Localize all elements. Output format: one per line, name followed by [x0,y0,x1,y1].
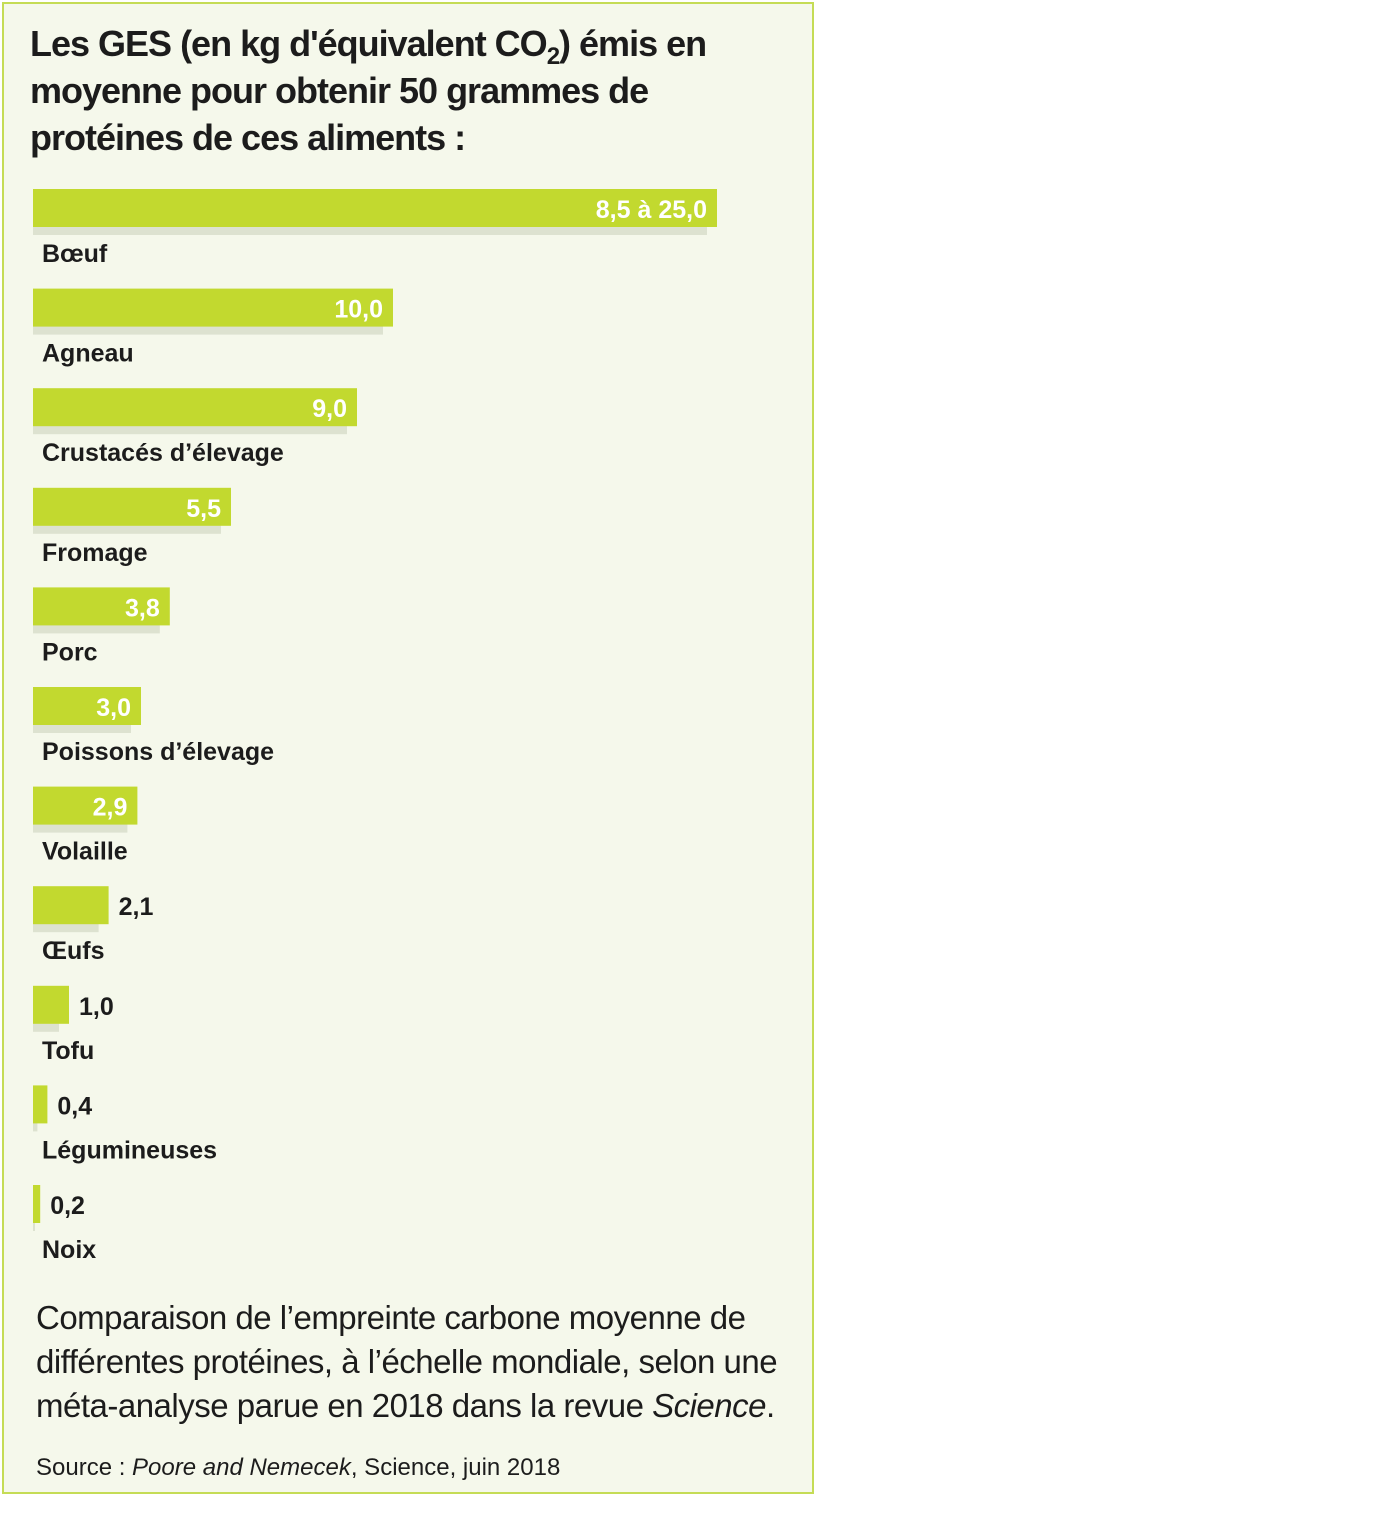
value-label: 0,2 [50,1192,85,1220]
value-label: 10,0 [334,295,383,324]
value-label: 3,0 [96,694,131,722]
caption-text: Comparaison de l’empreinte carbone moyenne de différentes protéines, à l’échelle mondiale, selon une méta-analyse parue en 2018 dans la revue [36,1299,778,1424]
infographic-panel [2,2,814,1494]
title-subscript: 2 [546,43,560,71]
value-label: 2,1 [118,893,154,922]
caption-journal: Science [652,1387,766,1424]
category-label: Œufs [42,937,105,966]
chart-caption [36,1296,806,1428]
title-text: Les GES (en kg d'équivalent CO [30,23,547,64]
source-prefix: Source : [36,1454,133,1481]
chart-source [36,1454,806,1482]
value-label: 2,9 [92,793,128,822]
category-label: Volaille [42,837,128,866]
bar [33,986,69,1024]
category-label: Poissons d’élevage [42,738,275,766]
category-label: Légumineuses [42,1136,218,1165]
category-label: Fromage [42,538,148,567]
title-text-end: ) émis en moyenne pour obtenir 50 grammes de protéines de ces aliments : [30,23,707,158]
bar [33,886,109,924]
value-label: 8,5 à 25,0 [595,196,707,224]
bar [33,1085,47,1123]
caption-end: . [766,1387,775,1424]
category-label: Noix [42,1236,97,1264]
category-label: Crustacés d’élevage [42,439,284,468]
source-authors: Poore and Nemecek [132,1454,351,1481]
value-label: 5,5 [186,494,221,523]
bar [33,388,357,426]
bar-chart [4,4,816,1294]
value-label: 9,0 [312,395,347,424]
value-label: 0,4 [57,1092,93,1121]
category-label: Agneau [42,339,134,368]
value-label: 1,0 [79,992,114,1021]
category-label: Tofu [42,1036,95,1065]
bar [33,1185,40,1223]
value-label: 3,8 [125,594,160,623]
category-label: Bœuf [42,240,108,268]
source-rest: , Science, juin 2018 [350,1454,561,1481]
category-label: Porc [42,638,98,667]
